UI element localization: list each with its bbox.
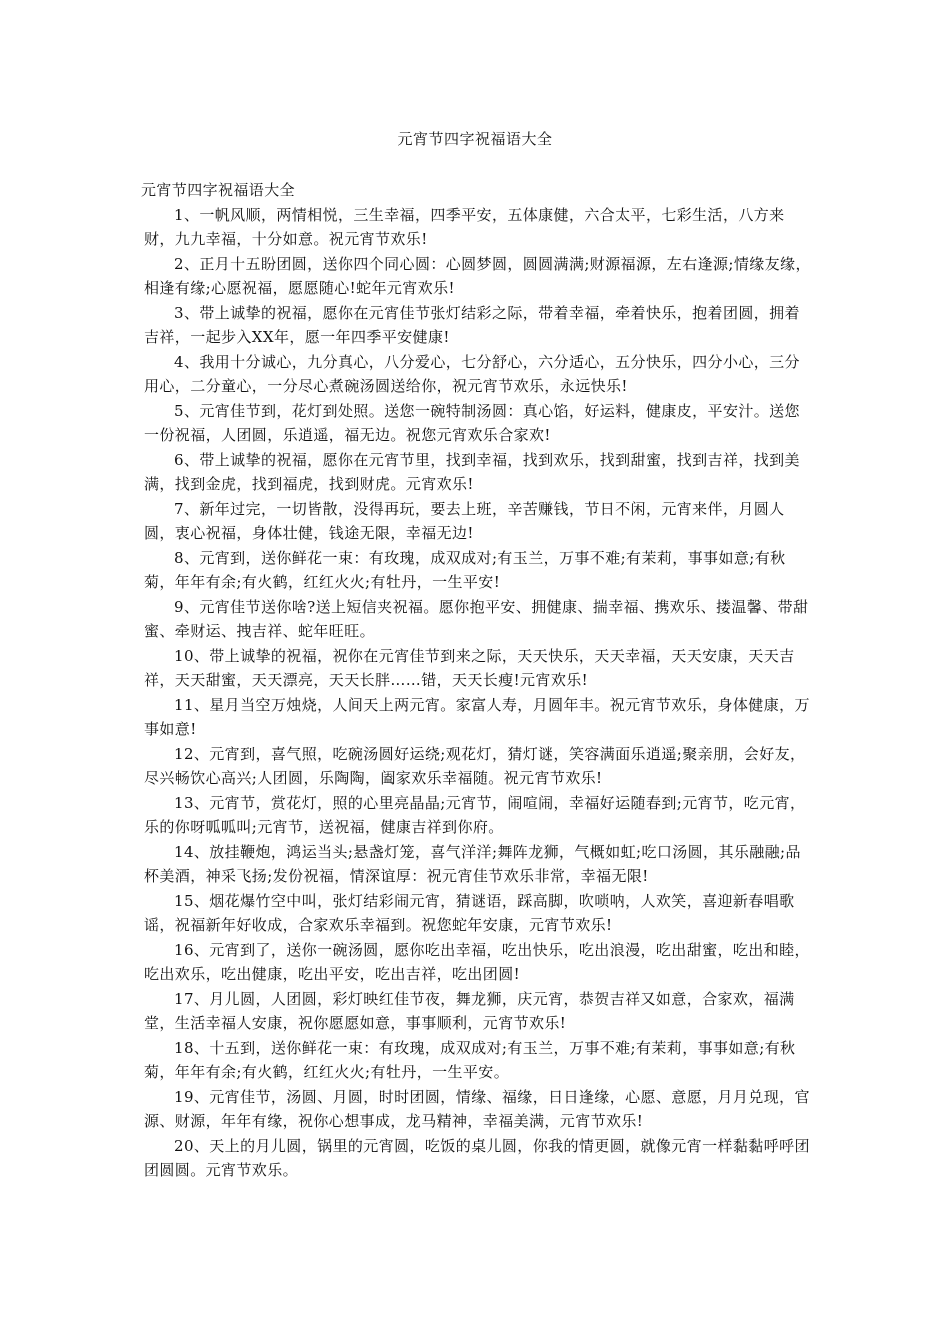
paragraph-10: 10、带上诚挚的祝福，祝你在元宵佳节到来之际，天天快乐，天天幸福，天天安康，天天吉祥，天天甜蜜，天天漂亮，天天长胖……错，天天长瘦!元宵欢乐! <box>144 646 795 689</box>
paragraph-7: 7、新年过完，一切皆散，没得再玩，要去上班，辛苦赚钱，节日不闲，元宵来伴，月圆人圆，衷心祝福，身体壮健，钱途无限，幸福无边! <box>144 499 785 542</box>
paragraph-6: 6、带上诚挚的祝福，愿你在元宵节里，找到幸福，找到欢乐，找到甜蜜，找到吉祥，找到美满，找到金虎，找到福虎，找到财虎。元宵欢乐! <box>144 450 800 493</box>
paragraph-19: 19、元宵佳节，汤圆、月圆，时时团圆，情缘、福缘，日日逢缘，心愿、意愿，月月兑现，官源、财源，年年有缘，祝你心想事成，龙马精神，幸福美满，元宵节欢乐! <box>144 1087 810 1130</box>
paragraph-14: 14、放挂鞭炮，鸿运当头;悬盏灯笼，喜气洋洋;舞阵龙狮，气概如虹;吃口汤圆，其乐融融;品杯美酒，神采飞扬;发份祝福，情深谊厚：祝元宵佳节欢乐非常，幸福无限! <box>144 842 801 885</box>
document-body <box>141 178 812 1183</box>
paragraph-17: 17、月儿圆，人团圆，彩灯映红佳节夜，舞龙狮，庆元宵，恭贺吉祥又如意，合家欢，福满堂，生活幸福人安康，祝你愿愿如意，事事顺利，元宵节欢乐! <box>144 989 795 1032</box>
page-title: 元宵节四字祝福语大全 <box>397 130 553 148</box>
paragraph-1: 1、一帆风顺，两情相悦，三生幸福，四季平安，五体康健，六合太平，七彩生活，八方来财，九九幸福，十分如意。祝元宵节欢乐! <box>144 205 785 248</box>
paragraph-8: 8、元宵到，送你鲜花一束：有玫瑰，成双成对;有玉兰，万事不难;有茉莉，事事如意;有秋菊，年年有余;有火鹤，红红火火;有牡丹，一生平安! <box>144 548 786 591</box>
paragraph-16: 16、元宵到了，送你一碗汤圆，愿你吃出幸福，吃出快乐，吃出浪漫，吃出甜蜜，吃出和睦，吃出欢乐，吃出健康，吃出平安，吃出吉祥，吃出团圆! <box>144 940 810 983</box>
paragraph-3: 3、带上诚挚的祝福，愿你在元宵佳节张灯结彩之际，带着幸福，牵着快乐，抱着团圆，拥着吉祥，一起步入XX年，愿一年四季平安健康! <box>144 303 800 346</box>
document-subtitle: 元宵节四字祝福语大全 <box>141 181 296 199</box>
paragraph-5: 5、元宵佳节到，花灯到处照。送您一碗特制汤圆：真心馅，好运料，健康皮，平安汁。送您一份祝福，人团圆，乐逍遥，福无边。祝您元宵欢乐合家欢! <box>144 401 800 444</box>
paragraph-18: 18、十五到，送你鲜花一束：有玫瑰，成双成对;有玉兰，万事不难;有茉莉，事事如意;有秋菊，年年有余;有火鹤，红红火火;有牡丹，一生平安。 <box>144 1038 796 1081</box>
paragraph-11: 11、星月当空万烛烧，人间天上两元宵。家富人寿，月圆年丰。祝元宵节欢乐，身体健康，万事如意! <box>144 695 810 738</box>
paragraph-20: 20、天上的月儿圆，锅里的元宵圆，吃饭的桌儿圆，你我的情更圆，就像元宵一样黏黏呼呼团团圆圆。元宵节欢乐。 <box>144 1136 810 1179</box>
paragraph-13: 13、元宵节，赏花灯，照的心里亮晶晶;元宵节，闹喧闹，幸福好运随春到;元宵节，吃元宵，乐的你呀呱呱叫;元宵节，送祝福，健康吉祥到你府。 <box>144 793 806 836</box>
paragraph-9: 9、元宵佳节送你啥?送上短信夹祝福。愿你抱平安、拥健康、揣幸福、携欢乐、搂温馨、带甜蜜、牵财运、拽吉祥、蛇年旺旺。 <box>144 597 809 640</box>
paragraph-12: 12、元宵到，喜气照，吃碗汤圆好运绕;观花灯，猜灯谜，笑容满面乐逍遥;聚亲朋，会好友，尽兴畅饮心高兴;人团圆，乐陶陶，阖家欢乐幸福随。祝元宵节欢乐! <box>144 744 806 787</box>
paragraph-4: 4、我用十分诚心，九分真心，八分爱心，七分舒心，六分适心，五分快乐，四分小心，三分用心，二分童心，一分尽心煮碗汤圆送给你，祝元宵节欢乐，永远快乐! <box>144 352 800 395</box>
paragraph-15: 15、烟花爆竹空中叫，张灯结彩闹元宵，猜谜语，踩高脚，吹唢呐，人欢笑，喜迎新春唱歌谣，祝福新年好收成，合家欢乐幸福到。祝您蛇年安康，元宵节欢乐! <box>144 891 795 934</box>
paragraph-2: 2、正月十五盼团圆，送你四个同心圆：心圆梦圆，圆圆满满;财源福源，左右逢源;情缘友缘，相逢有缘;心愿祝福，愿愿随心!蛇年元宵欢乐! <box>144 254 811 297</box>
